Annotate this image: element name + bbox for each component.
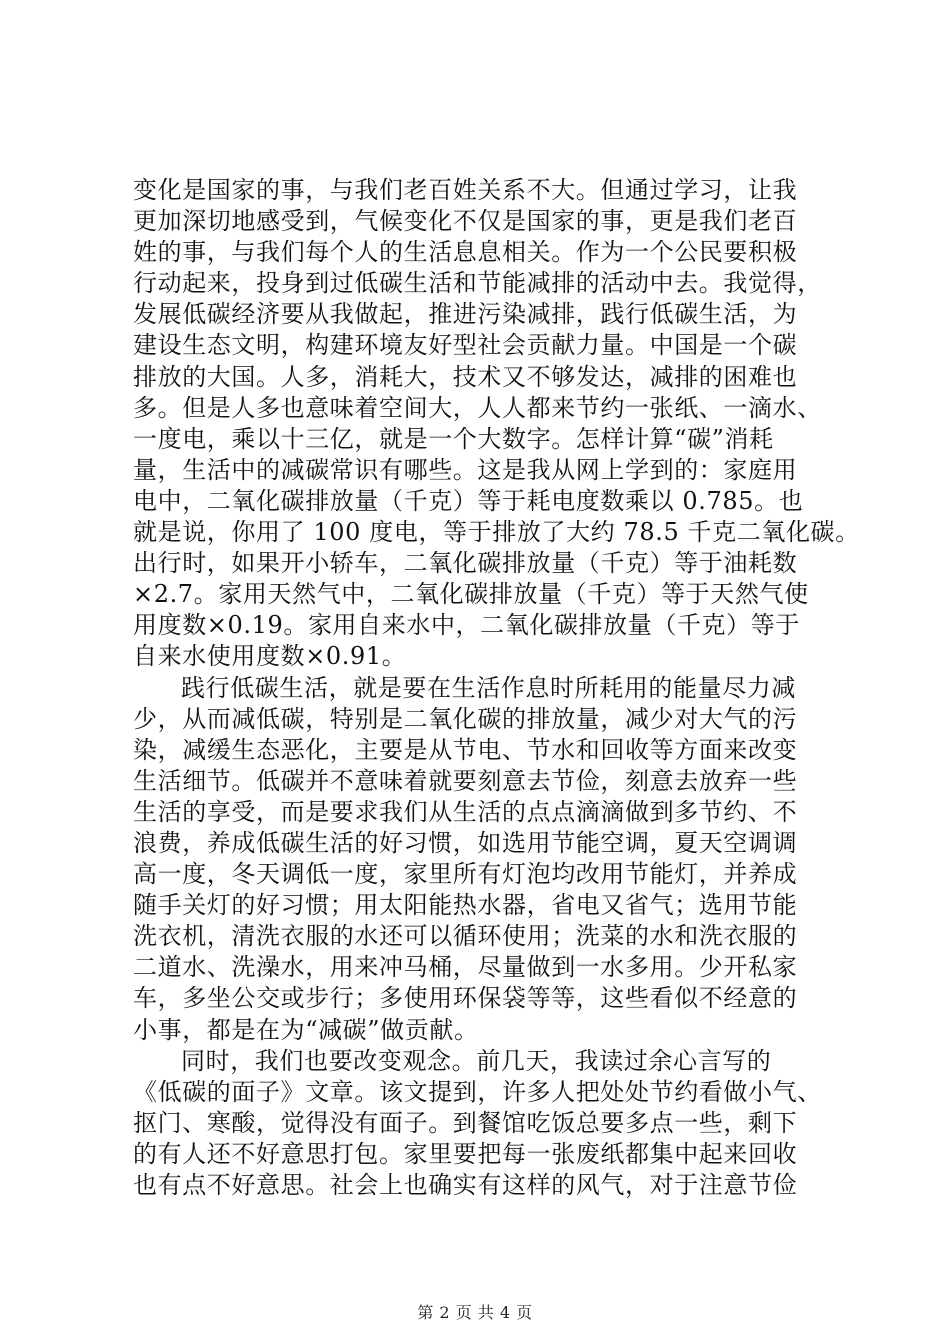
- text-line: 用度数×0.19。家用自来水中，二氧化碳排放量（千克）等于: [133, 611, 800, 640]
- paragraph: [133, 673, 833, 1046]
- text-line: 多。但是人多也意味着空间大，人人都来节约一张纸、一滴水、: [133, 393, 822, 422]
- paragraph: [133, 1046, 833, 1201]
- text-line: 浪费，养成低碳生活的好习惯，如选用节能空调，夏天空调调: [133, 828, 798, 857]
- text-line: 排放的大国。人多，消耗大，技术又不够发达，减排的困难也: [133, 362, 798, 391]
- text-line: 自来水使用度数×0.91。: [133, 642, 407, 671]
- text-line: 的有人还不好意思打包。家里要把每一张废纸都集中起来回收: [133, 1139, 798, 1168]
- text-line: 二道水、洗澡水，用来冲马桶，尽量做到一水多用。少开私家: [133, 953, 798, 982]
- text-line: 更加深切地感受到，气候变化不仅是国家的事，更是我们老百: [133, 207, 798, 236]
- text-line: 量，生活中的减碳常识有哪些。这是我从网上学到的：家庭用: [133, 455, 798, 484]
- text-line: 一度电，乘以十三亿，就是一个大数字。怎样计算“碳”消耗: [133, 424, 774, 453]
- text-line: 变化是国家的事，与我们老百姓关系不大。但通过学习，让我: [133, 176, 798, 204]
- body-text: [133, 175, 860, 1201]
- text-line: 《低碳的面子》文章。该文提到，许多人把处处节约看做小气、: [133, 1077, 822, 1106]
- text-line: 高一度，冬天调低一度，家里所有灯泡均改用节能灯，并养成: [133, 860, 798, 889]
- text-line: 染，减缓生态恶化，主要是从节电、节水和回收等方面来改变: [133, 735, 798, 764]
- text-line: 少，从而减低碳，特别是二氧化碳的排放量，减少对大气的污: [133, 704, 798, 733]
- text-line: 生活细节。低碳并不意味着就要刻意去节俭，刻意去放弃一些: [133, 766, 798, 795]
- text-line: 发展低碳经济要从我做起，推进污染减排，践行低碳生活，为: [133, 300, 798, 329]
- text-line: 姓的事，与我们每个人的生活息息相关。作为一个公民要积极: [133, 238, 798, 267]
- text-line: 也有点不好意思。社会上也确实有这样的风气，对于注意节俭: [133, 1171, 798, 1199]
- page-number-footer: 第 2 页 共 4 页: [417, 1303, 533, 1322]
- paragraph: [133, 175, 860, 673]
- text-line: 小事，都是在为“减碳”做贡献。: [133, 1015, 479, 1044]
- text-line: 车，多坐公交或步行；多使用环保袋等等，这些看似不经意的: [133, 984, 798, 1013]
- text-line: 出行时，如果开小轿车，二氧化碳排放量（千克）等于油耗数: [133, 549, 798, 578]
- text-line: 抠门、寒酸，觉得没有面子。到餐馆吃饭总要多点一些，剩下: [133, 1108, 798, 1137]
- text-line: 就是说，你用了 100 度电，等于排放了大约 78.5 千克二氧化碳。: [133, 518, 860, 547]
- text-line: 电中，二氧化碳排放量（千克）等于耗电度数乘以 0.785。也: [133, 486, 804, 515]
- text-line: 生活的享受，而是要求我们从生活的点点滴滴做到多节约、不: [133, 797, 798, 826]
- text-line: 建设生态文明，构建环境友好型社会贡献力量。中国是一个碳: [133, 331, 798, 360]
- text-line: 行动起来，投身到过低碳生活和节能减排的活动中去。我觉得，: [133, 269, 822, 298]
- text-line: 洗衣机，清洗衣服的水还可以循环使用；洗菜的水和洗衣服的: [133, 922, 798, 951]
- text-line: ×2.7。家用天然气中，二氧化碳排放量（千克）等于天然气使: [133, 580, 809, 609]
- text-line: 同时，我们也要改变观念。前几天，我读过余心言写的: [181, 1046, 772, 1075]
- text-line: 随手关灯的好习惯；用太阳能热水器，省电又省气；选用节能: [133, 891, 798, 920]
- text-line: 践行低碳生活，就是要在生活作息时所耗用的能量尽力减: [181, 673, 796, 702]
